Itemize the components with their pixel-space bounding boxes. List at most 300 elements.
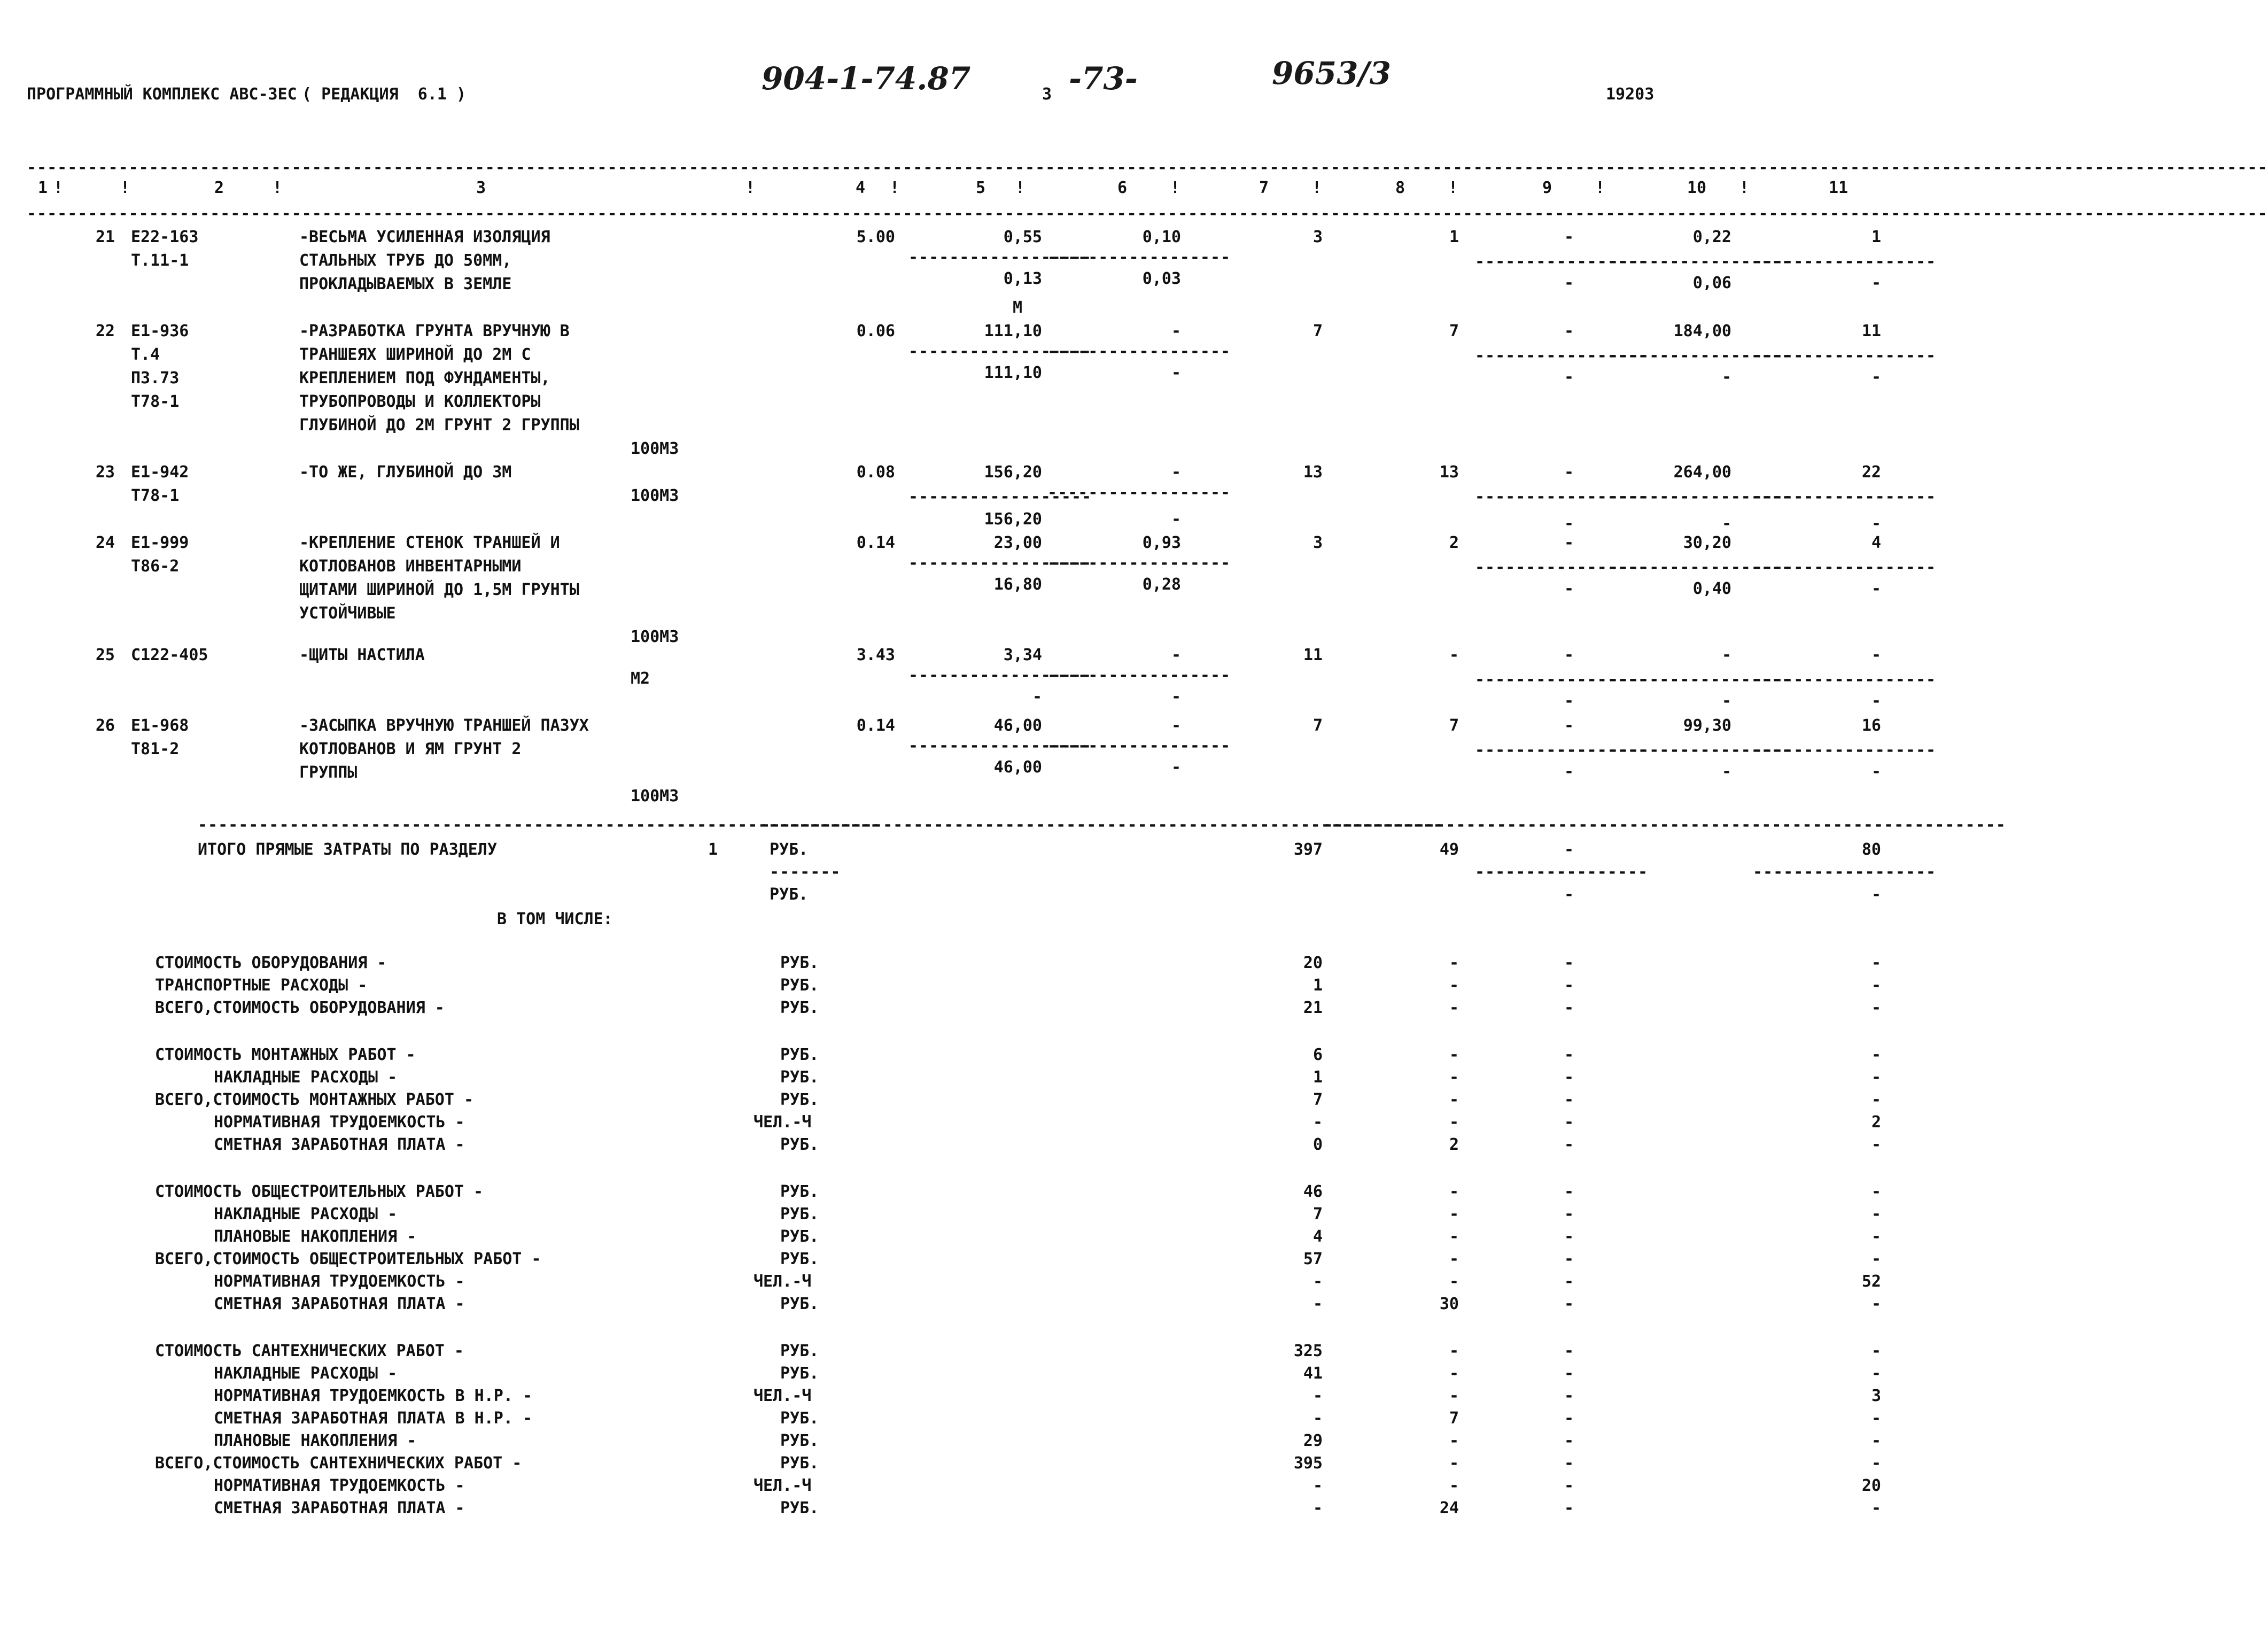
cell-divider: ----------------- (1475, 346, 1649, 365)
item-description: КОТЛОВАНОВ И ЯМ ГРУНТ 2 (299, 740, 522, 758)
item-unit: М (1013, 298, 1023, 317)
item-total-wages: - (1449, 646, 1459, 664)
item-col9: - (1564, 228, 1574, 246)
summary-unit: ЧЕЛ.-Ч (754, 1272, 812, 1291)
summary-label: СТОИМОСТЬ ОБОРУДОВАНИЯ - (155, 954, 387, 972)
summary-labour: - (1871, 1454, 1881, 1473)
summary-unit: РУБ. (780, 1364, 819, 1383)
item-price: 3,34 (1003, 646, 1042, 664)
cell-divider: ----------------- (1475, 558, 1649, 577)
item-number: 22 (95, 322, 115, 340)
item-description: ТРУБОПРОВОДЫ И КОЛЛЕКТОРЫ (299, 392, 541, 411)
summary-col9: - (1564, 1342, 1574, 1360)
item-description: КОТЛОВАНОВ ИНВЕНТАРНЫМИ (299, 557, 522, 576)
summary-amount: 6 (1312, 1046, 1323, 1064)
item-total-wages: 7 (1449, 322, 1459, 340)
summary-wages: - (1449, 1476, 1459, 1495)
summary-unit: РУБ. (780, 1068, 819, 1087)
item-description: ТРАНШЕЯХ ШИРИНОЙ ДО 2М С (299, 345, 531, 364)
item-unit: 100М3 (631, 787, 679, 806)
summary-wages: - (1449, 1364, 1459, 1383)
summary-unit: РУБ. (780, 1499, 819, 1518)
column-header-3: 3 (476, 179, 486, 197)
summary-label: НАКЛАДНЫЕ РАСХОДЫ - (214, 1068, 398, 1087)
item-code: Е1-999 (131, 533, 189, 552)
summary-labour: - (1871, 998, 1881, 1017)
summary-col9: - (1564, 1387, 1574, 1405)
summary-label: СТОИМОСТЬ ОБЩЕСТРОИТЕЛЬНЫХ РАБОТ - (155, 1182, 484, 1201)
cell-divider: ------------------ (1047, 342, 1231, 361)
item-labour-secondary: - (1721, 368, 1731, 386)
item-labour: - (1721, 646, 1731, 664)
summary-unit: РУБ. (780, 954, 819, 972)
summary-unit: РУБ. (780, 1046, 819, 1064)
summary-labour: - (1871, 1046, 1881, 1064)
summary-amount: - (1312, 1387, 1323, 1405)
summary-amount: 1 (1312, 1068, 1323, 1087)
summary-wages: 24 (1439, 1499, 1459, 1518)
summary-amount: 7 (1312, 1205, 1323, 1224)
item-price-secondary: 156,20 (984, 510, 1042, 529)
summary-col9: - (1564, 1068, 1574, 1087)
item-labour-total: - (1871, 646, 1881, 664)
item-code: Т.4 (131, 345, 160, 364)
item-total: 13 (1303, 463, 1323, 482)
summary-labour: - (1871, 1182, 1881, 1201)
summary-amount: 20 (1303, 954, 1323, 972)
totals-col9-secondary: - (1564, 885, 1574, 904)
handwritten-page-number: -73- (1069, 60, 1138, 97)
item-price-secondary: 111,10 (984, 363, 1042, 382)
summary-col9: - (1564, 1409, 1574, 1428)
summary-wages: 30 (1439, 1295, 1459, 1313)
summary-wages: - (1449, 1068, 1459, 1087)
item-description: СТАЛЬНЫХ ТРУБ ДО 50ММ, (299, 251, 512, 270)
item-quantity: 0.14 (856, 716, 895, 735)
item-total: 3 (1312, 533, 1323, 552)
summary-amount: - (1312, 1499, 1323, 1518)
summary-amount: - (1312, 1409, 1323, 1428)
item-description: -РАЗРАБОТКА ГРУНТА ВРУЧНУЮ В (299, 322, 570, 340)
summary-col9: - (1564, 1499, 1574, 1518)
summary-amount: 57 (1303, 1250, 1323, 1268)
summary-labour: - (1871, 976, 1881, 995)
totals-label: ИТОГО ПРЯМЫЕ ЗАТРАТЫ ПО РАЗДЕЛУ (198, 840, 497, 859)
item-description: КРЕПЛЕНИЕМ ПОД ФУНДАМЕНТЫ, (299, 369, 550, 388)
item-code: П3.73 (131, 369, 180, 388)
column-separator: ! (1595, 179, 1605, 197)
item-labour-total: 1 (1871, 228, 1881, 246)
summary-label: НАКЛАДНЫЕ РАСХОДЫ - (214, 1364, 398, 1383)
cell-divider: ------------------ (1753, 346, 1937, 365)
item-description: -ЗАСЫПКА ВРУЧНУЮ ТРАНШЕЙ ПАЗУХ (299, 716, 589, 735)
item-total: 3 (1312, 228, 1323, 246)
cell-divider: ----------------- (1475, 670, 1649, 689)
column-header-9: 9 (1542, 179, 1552, 197)
summary-col9: - (1564, 1476, 1574, 1495)
edition-label: ( РЕДАКЦИЯ 6.1 ) (302, 85, 467, 104)
summary-labour: - (1871, 1250, 1881, 1268)
item-wages-secondary: - (1171, 363, 1181, 382)
column-separator: ! (1312, 179, 1322, 197)
summary-amount: 4 (1312, 1227, 1323, 1246)
summary-unit: РУБ. (780, 1135, 819, 1154)
summary-unit: РУБ. (780, 1250, 819, 1268)
summary-wages: - (1449, 1431, 1459, 1450)
summary-label: ВСЕГО,СТОИМОСТЬ ОБЩЕСТРОИТЕЛЬНЫХ РАБОТ - (155, 1250, 541, 1268)
summary-amount: 29 (1303, 1431, 1323, 1450)
summary-wages: - (1449, 954, 1459, 972)
cell-divider: ------------------ (1609, 741, 1792, 760)
summary-col9: - (1564, 1046, 1574, 1064)
item-number: 26 (95, 716, 115, 735)
summary-labour: 2 (1871, 1113, 1881, 1132)
summary-label: НОРМАТИВНАЯ ТРУДОЕМКОСТЬ - (214, 1113, 465, 1132)
summary-unit: РУБ. (780, 998, 819, 1017)
summary-label: ВСЕГО,СТОИМОСТЬ МОНТАЖНЫХ РАБОТ - (155, 1090, 474, 1109)
summary-wages: - (1449, 1342, 1459, 1360)
cell-divider: ----------------- (1475, 487, 1649, 506)
totals-unit-divider: ------- (770, 863, 841, 881)
item-price-secondary: 46,00 (993, 758, 1042, 777)
totals-rule: ------------------------------------------------------------------- (198, 816, 881, 834)
cell-divider: ------------------ (908, 554, 1092, 572)
item-col9-secondary: - (1564, 692, 1574, 710)
item-code: Е1-968 (131, 716, 189, 735)
summary-amount: - (1312, 1476, 1323, 1495)
summary-amount: 7 (1312, 1090, 1323, 1109)
item-col9-secondary: - (1564, 514, 1574, 533)
summary-labour: 3 (1871, 1387, 1881, 1405)
summary-label: ВСЕГО,СТОИМОСТЬ САНТЕХНИЧЕСКИХ РАБОТ - (155, 1454, 522, 1473)
item-price-secondary: 0,13 (1003, 269, 1042, 288)
item-quantity: 0.14 (856, 533, 895, 552)
item-number: 23 (95, 463, 115, 482)
summary-wages: - (1449, 1046, 1459, 1064)
summary-labour: - (1871, 1499, 1881, 1518)
summary-wages: 2 (1449, 1135, 1459, 1154)
item-price: 111,10 (984, 322, 1042, 340)
item-code: Т.11-1 (131, 251, 189, 270)
item-price: 23,00 (993, 533, 1042, 552)
item-quantity: 3.43 (856, 646, 895, 664)
item-wages-secondary: - (1171, 510, 1181, 529)
item-price-secondary: 16,80 (993, 575, 1042, 594)
summary-wages: - (1449, 1272, 1459, 1291)
item-price-wages: - (1171, 646, 1181, 664)
item-number: 25 (95, 646, 115, 664)
summary-label: СТОИМОСТЬ САНТЕХНИЧЕСКИХ РАБОТ - (155, 1342, 464, 1360)
item-quantity: 0.08 (856, 463, 895, 482)
item-labour-total: 22 (1861, 463, 1881, 482)
totals-col9: - (1564, 840, 1574, 859)
summary-amount: 1 (1312, 976, 1323, 995)
summary-unit: РУБ. (780, 1182, 819, 1201)
item-price: 0,55 (1003, 228, 1042, 246)
summary-unit: РУБ. (780, 976, 819, 995)
summary-unit: ЧЕЛ.-Ч (754, 1113, 812, 1132)
item-labour: 30,20 (1683, 533, 1731, 552)
handwritten-project-number: 904-1-74.87 (762, 60, 971, 97)
summary-wages: - (1449, 1387, 1459, 1405)
item-number: 24 (95, 533, 115, 552)
summary-label: ПЛАНОВЫЕ НАКОПЛЕНИЯ - (214, 1227, 417, 1246)
item-wages-secondary: - (1171, 687, 1181, 706)
totals-amount: 397 (1293, 840, 1323, 859)
including-heading: В ТОМ ЧИСЛЕ: (497, 910, 613, 928)
item-description: ЩИТАМИ ШИРИНОЙ ДО 1,5М ГРУНТЫ (299, 580, 579, 599)
item-code: Т78-1 (131, 486, 180, 505)
totals-divider: ------------------ (1753, 863, 1937, 881)
document-number: 19203 (1606, 85, 1655, 104)
item-price-wages: 0,93 (1142, 533, 1181, 552)
item-total: 11 (1303, 646, 1323, 664)
summary-wages: - (1449, 1205, 1459, 1224)
summary-col9: - (1564, 1113, 1574, 1132)
summary-label: СТОИМОСТЬ МОНТАЖНЫХ РАБОТ - (155, 1046, 416, 1064)
summary-labour: - (1871, 1431, 1881, 1450)
cell-divider: ------------------ (1609, 252, 1792, 271)
summary-col9: - (1564, 1272, 1574, 1291)
item-labour-total-secondary: - (1871, 692, 1881, 710)
item-col9: - (1564, 716, 1574, 735)
totals-wages: 49 (1439, 840, 1459, 859)
summary-unit: РУБ. (780, 1342, 819, 1360)
totals-divider: ----------------- (1475, 863, 1649, 881)
item-total-wages: 1 (1449, 228, 1459, 246)
item-price-wages: - (1171, 322, 1181, 340)
summary-labour: - (1871, 1135, 1881, 1154)
summary-col9: - (1564, 998, 1574, 1017)
summary-labour: - (1871, 1409, 1881, 1428)
item-wages-secondary: - (1171, 758, 1181, 777)
page-prefix: 3 (1042, 85, 1052, 104)
item-col9-secondary: - (1564, 579, 1574, 598)
item-quantity: 5.00 (856, 228, 895, 246)
item-labour-secondary: - (1721, 692, 1731, 710)
column-header-11: 11 (1828, 179, 1848, 197)
cell-divider: ------------------ (1609, 670, 1792, 689)
cell-divider: ------------------ (1047, 248, 1231, 267)
column-separator: ! (745, 179, 756, 197)
item-labour: 99,30 (1683, 716, 1731, 735)
header-rule-top: ---------------------------------------------------------------------------------------------------------------------------------------------------------------------------------------------------------------------------- (27, 158, 2268, 177)
summary-amount: 41 (1303, 1364, 1323, 1383)
item-labour-total-secondary: - (1871, 579, 1881, 598)
item-labour: 264,00 (1673, 463, 1731, 482)
column-separator: ! (273, 179, 283, 197)
item-description: -ТО ЖЕ, ГЛУБИНОЙ ДО 3М (299, 463, 512, 482)
summary-unit: РУБ. (780, 1295, 819, 1313)
column-header-5: 5 (975, 179, 986, 197)
summary-amount: - (1312, 1272, 1323, 1291)
column-separator: ! (1739, 179, 1750, 197)
item-total: 7 (1312, 716, 1323, 735)
summary-labour: 20 (1861, 1476, 1881, 1495)
column-separator: ! (1170, 179, 1180, 197)
column-header-6: 6 (1117, 179, 1128, 197)
summary-amount: 21 (1303, 998, 1323, 1017)
item-labour-total-secondary: - (1871, 762, 1881, 781)
cell-divider: ----------------- (1475, 741, 1649, 760)
column-header-7: 7 (1259, 179, 1269, 197)
item-labour-secondary: 0,06 (1692, 274, 1731, 292)
cell-divider: ------------------ (1753, 741, 1937, 760)
summary-amount: - (1312, 1295, 1323, 1313)
item-labour-total: 4 (1871, 533, 1881, 552)
column-separator: ! (890, 179, 900, 197)
summary-amount: - (1312, 1113, 1323, 1132)
item-code: Е1-942 (131, 463, 189, 482)
cell-divider: ------------------ (1609, 487, 1792, 506)
item-labour-secondary: - (1721, 514, 1731, 533)
summary-labour: 52 (1861, 1272, 1881, 1291)
item-total: 7 (1312, 322, 1323, 340)
summary-label: НОРМАТИВНАЯ ТРУДОЕМКОСТЬ - (214, 1476, 465, 1495)
cell-divider: ------------------ (1047, 737, 1231, 755)
item-description: УСТОЙЧИВЫЕ (299, 604, 396, 623)
item-wages-secondary: 0,03 (1142, 269, 1181, 288)
summary-labour: - (1871, 1068, 1881, 1087)
item-unit: 100М3 (631, 439, 679, 458)
item-description: ПРОКЛАДЫВАЕМЫХ В ЗЕМЛЕ (299, 275, 512, 293)
item-code: Е22-163 (131, 228, 199, 246)
handwritten-code: 9653/3 (1272, 55, 1391, 91)
item-total-wages: 2 (1449, 533, 1459, 552)
summary-wages: - (1449, 1090, 1459, 1109)
item-col9-secondary: - (1564, 274, 1574, 292)
item-description: -ВЕСЬМА УСИЛЕННАЯ ИЗОЛЯЦИЯ (299, 228, 550, 246)
summary-col9: - (1564, 954, 1574, 972)
summary-unit: ЧЕЛ.-Ч (754, 1476, 812, 1495)
item-price: 46,00 (993, 716, 1042, 735)
summary-col9: - (1564, 1364, 1574, 1383)
item-number: 21 (95, 228, 115, 246)
totals-unit: РУБ. (770, 840, 809, 859)
summary-col9: - (1564, 1205, 1574, 1224)
item-description: -КРЕПЛЕНИЕ СТЕНОК ТРАНШЕЙ И (299, 533, 560, 552)
item-col9-secondary: - (1564, 762, 1574, 781)
summary-amount: 395 (1293, 1454, 1323, 1473)
item-price-wages: 0,10 (1142, 228, 1181, 246)
cell-divider: ------------------ (1753, 670, 1937, 689)
item-price-secondary: - (1032, 687, 1042, 706)
item-unit: 100М3 (631, 486, 679, 505)
summary-labour: - (1871, 1364, 1881, 1383)
summary-label: ВСЕГО,СТОИМОСТЬ ОБОРУДОВАНИЯ - (155, 998, 445, 1017)
totals-rule: ------------------------------------------------------------------- (760, 816, 1443, 834)
summary-col9: - (1564, 1250, 1574, 1268)
summary-col9: - (1564, 1295, 1574, 1313)
item-price-wages: - (1171, 716, 1181, 735)
summary-unit: РУБ. (780, 1454, 819, 1473)
totals-section-number: 1 (708, 840, 718, 859)
item-col9: - (1564, 463, 1574, 482)
column-header-1: 1 (37, 179, 48, 197)
summary-col9: - (1564, 1090, 1574, 1109)
column-separator: ! (1448, 179, 1458, 197)
totals-rule: ------------------------------------------------------------------- (1323, 816, 2006, 834)
totals-unit-secondary: РУБ. (770, 885, 809, 904)
summary-label: СМЕТНАЯ ЗАРАБОТНАЯ ПЛАТА - (214, 1499, 465, 1518)
cell-divider: ------------------ (908, 487, 1092, 506)
column-header-4: 4 (855, 179, 866, 197)
item-quantity: 0.06 (856, 322, 895, 340)
item-labour-total: 11 (1861, 322, 1881, 340)
summary-label: НОРМАТИВНАЯ ТРУДОЕМКОСТЬ - (214, 1272, 465, 1291)
summary-labour: - (1871, 1342, 1881, 1360)
column-header-8: 8 (1395, 179, 1405, 197)
summary-unit: РУБ. (780, 1090, 819, 1109)
item-unit: М2 (631, 669, 650, 688)
summary-unit: ЧЕЛ.-Ч (754, 1387, 812, 1405)
summary-wages: - (1449, 1113, 1459, 1132)
summary-label: СМЕТНАЯ ЗАРАБОТНАЯ ПЛАТА - (214, 1295, 465, 1313)
item-labour-secondary: - (1721, 762, 1731, 781)
item-unit: 100М3 (631, 628, 679, 646)
cell-divider: ------------------ (1753, 558, 1937, 577)
summary-label: СМЕТНАЯ ЗАРАБОТНАЯ ПЛАТА В Н.Р. - (214, 1409, 533, 1428)
summary-wages: - (1449, 1182, 1459, 1201)
summary-unit: РУБ. (780, 1227, 819, 1246)
cell-divider: ------------------ (1753, 487, 1937, 506)
item-code: Т81-2 (131, 740, 180, 758)
cell-divider: ------------------ (908, 666, 1092, 685)
item-total-wages: 7 (1449, 716, 1459, 735)
item-wages-secondary: 0,28 (1142, 575, 1181, 594)
summary-label: ТРАНСПОРТНЫЕ РАСХОДЫ - (155, 976, 368, 995)
summary-amount: 46 (1303, 1182, 1323, 1201)
item-col9: - (1564, 322, 1574, 340)
column-separator: ! (53, 179, 64, 197)
item-labour-total-secondary: - (1871, 274, 1881, 292)
item-description: -ЩИТЫ НАСТИЛА (299, 646, 425, 664)
summary-labour: - (1871, 1205, 1881, 1224)
summary-col9: - (1564, 1431, 1574, 1450)
summary-labour: - (1871, 1295, 1881, 1313)
summary-col9: - (1564, 1135, 1574, 1154)
summary-wages: - (1449, 1250, 1459, 1268)
item-labour-total: 16 (1861, 716, 1881, 735)
item-col9-secondary: - (1564, 368, 1574, 386)
summary-label: НАКЛАДНЫЕ РАСХОДЫ - (214, 1205, 398, 1224)
column-header-2: 2 (214, 179, 224, 197)
cell-divider: ------------------ (908, 342, 1092, 361)
column-header-10: 10 (1687, 179, 1707, 197)
item-col9: - (1564, 646, 1574, 664)
cell-divider: ------------------ (1047, 483, 1231, 502)
summary-col9: - (1564, 976, 1574, 995)
summary-labour: - (1871, 954, 1881, 972)
totals-labour-secondary: - (1871, 885, 1881, 904)
summary-col9: - (1564, 1454, 1574, 1473)
item-labour: 0,22 (1692, 228, 1731, 246)
item-code: Т78-1 (131, 392, 180, 411)
item-labour-total-secondary: - (1871, 368, 1881, 386)
summary-wages: - (1449, 998, 1459, 1017)
summary-unit: РУБ. (780, 1431, 819, 1450)
summary-label: НОРМАТИВНАЯ ТРУДОЕМКОСТЬ В Н.Р. - (214, 1387, 533, 1405)
cell-divider: ------------------ (1609, 558, 1792, 577)
summary-wages: - (1449, 1454, 1459, 1473)
column-separator: ! (1015, 179, 1026, 197)
summary-col9: - (1564, 1182, 1574, 1201)
summary-unit: РУБ. (780, 1205, 819, 1224)
summary-unit: РУБ. (780, 1409, 819, 1428)
cell-divider: ------------------ (1753, 252, 1937, 271)
column-separator: ! (120, 179, 130, 197)
summary-wages: 7 (1449, 1409, 1459, 1428)
